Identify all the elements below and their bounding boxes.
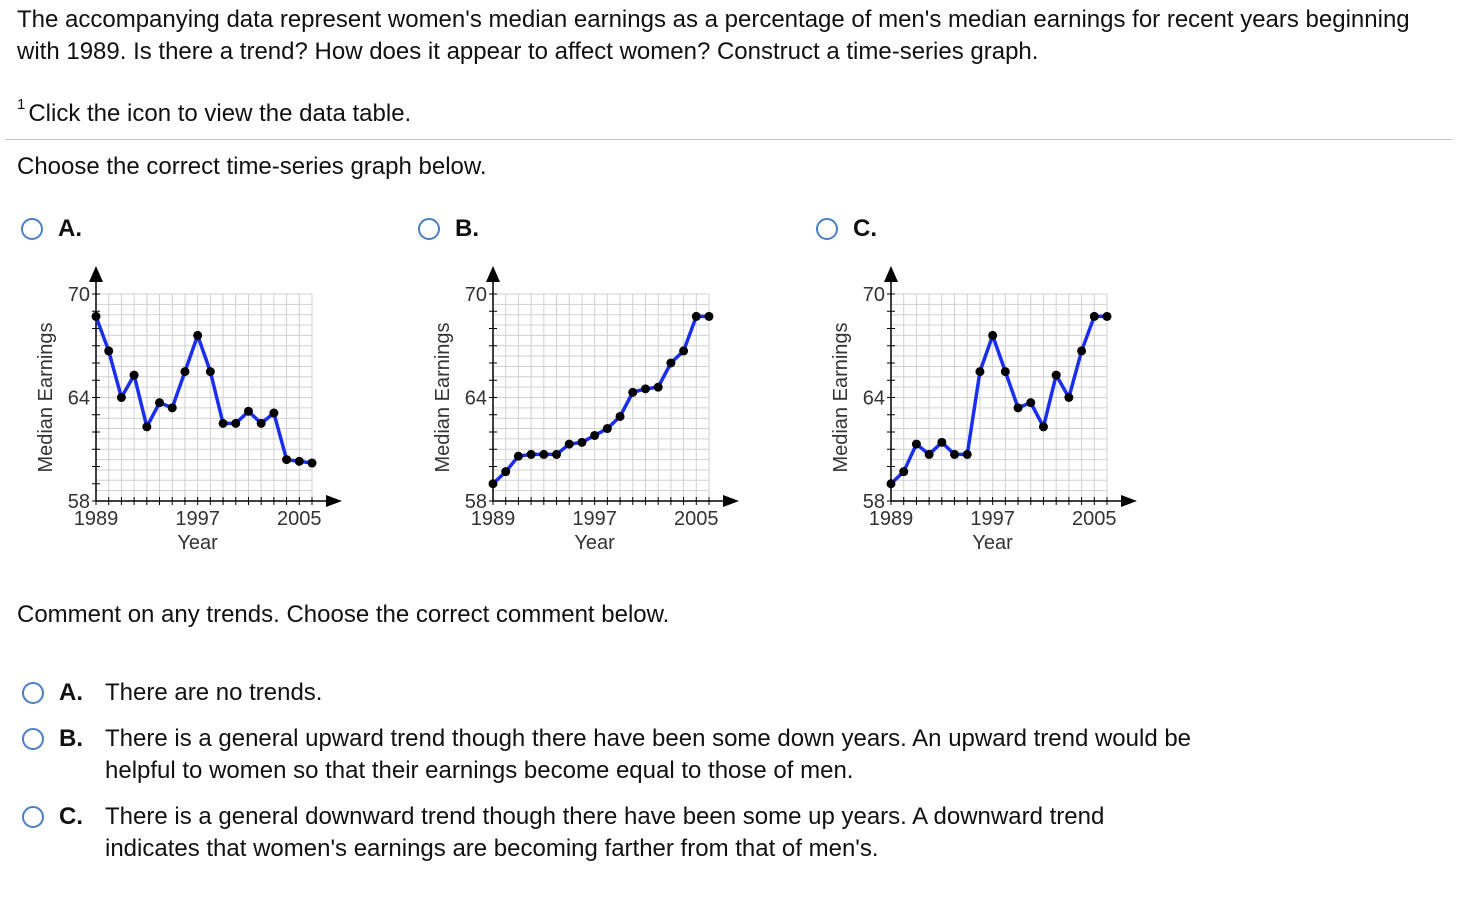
y-tick-label: 64 — [67, 387, 90, 410]
x-axis-label: Year — [574, 532, 615, 554]
time-series-chart-b — [416, 214, 776, 554]
data-point — [269, 409, 278, 418]
option-letter: C. — [853, 215, 877, 242]
footnote-link[interactable]: Click the icon to view the data table. — [28, 100, 412, 127]
option-text: There is a general upward trend though there have been some down years. An upward trend would be helpful to women so that their earnings become equal to those of men. — [105, 725, 1192, 784]
data-point — [577, 438, 586, 447]
y-tick-label: 70 — [67, 284, 90, 306]
data-point — [1026, 398, 1035, 407]
data-point — [666, 359, 675, 368]
data-point — [603, 424, 612, 433]
data-point — [963, 450, 972, 459]
data-point — [501, 467, 510, 476]
x-tick-label: 1989 — [470, 508, 516, 530]
option-letter: B. — [59, 725, 83, 752]
x-axis-arrow — [723, 495, 739, 507]
radio-button[interactable] — [22, 806, 44, 828]
graph-option-b[interactable] — [416, 214, 776, 554]
y-axis-label: Median Earnings — [35, 322, 57, 473]
x-tick-label: 1997 — [970, 508, 1015, 530]
time-series-chart-c — [814, 214, 1174, 554]
y-tick-label: 64 — [862, 387, 885, 410]
y-axis-label: Median Earnings — [830, 322, 852, 473]
data-point — [155, 398, 164, 407]
data-point — [180, 367, 189, 376]
x-axis-arrow — [326, 495, 342, 507]
x-tick-label: 2005 — [277, 508, 322, 530]
footnote-marker: 1 — [17, 96, 26, 113]
data-point — [257, 419, 266, 428]
data-point — [308, 459, 317, 468]
graph-option-c[interactable] — [814, 214, 1174, 554]
data-point — [937, 438, 946, 447]
data-point — [552, 450, 561, 459]
time-series-chart-a — [19, 214, 379, 554]
data-point — [887, 479, 896, 488]
data-point — [899, 467, 908, 476]
data-point — [1052, 371, 1061, 380]
data-point — [705, 312, 714, 321]
footnote — [17, 92, 411, 130]
x-tick-label: 2005 — [674, 508, 719, 530]
question-text: The accompanying data represent women's median earnings as a percentage of men's median earnings for recent years beginning with 1989. Is there a trend? How does it appear to affect women? Construct a time-series graph. — [17, 6, 1410, 65]
data-point — [565, 440, 574, 449]
data-point — [1077, 346, 1086, 355]
comment-prompt: Comment on any trends. Choose the correct comment below. — [17, 601, 670, 628]
y-tick-label: 58 — [862, 491, 885, 513]
data-point — [295, 457, 304, 466]
data-point — [168, 403, 177, 412]
series-line — [891, 316, 1107, 483]
data-point — [489, 479, 498, 488]
data-point — [1039, 422, 1048, 431]
data-point — [244, 407, 253, 416]
data-point — [975, 367, 984, 376]
y-tick-label: 58 — [67, 491, 90, 513]
y-tick-label: 64 — [464, 387, 487, 410]
radio-button[interactable] — [22, 728, 44, 750]
data-point — [1014, 403, 1023, 412]
data-point — [193, 331, 202, 340]
y-axis-arrow — [89, 266, 103, 282]
x-tick-label: 2005 — [1072, 508, 1117, 530]
data-point — [206, 367, 215, 376]
data-point — [231, 419, 240, 428]
series-line — [96, 316, 312, 463]
radio-button[interactable] — [22, 682, 44, 704]
data-point — [1090, 312, 1099, 321]
divider — [5, 139, 1453, 140]
x-tick-label: 1997 — [572, 508, 617, 530]
data-point — [1103, 312, 1112, 321]
option-letter: A. — [58, 215, 82, 242]
data-point — [641, 384, 650, 393]
data-point — [1001, 367, 1010, 376]
data-point — [92, 312, 101, 321]
x-axis-label: Year — [177, 532, 218, 554]
y-axis-label: Median Earnings — [432, 322, 454, 473]
option-text: There are no trends. — [105, 679, 323, 706]
graph-prompt: Choose the correct time-series graph below. — [17, 153, 487, 180]
x-axis-label: Year — [972, 532, 1013, 554]
x-tick-label: 1997 — [175, 508, 220, 530]
x-tick-label: 1989 — [868, 508, 914, 530]
y-axis-arrow — [486, 266, 500, 282]
data-point — [925, 450, 934, 459]
data-point — [142, 422, 151, 431]
data-point — [104, 346, 113, 355]
data-point — [117, 393, 126, 402]
graph-option-a[interactable] — [19, 214, 379, 554]
y-tick-label: 58 — [464, 491, 487, 513]
data-point — [1064, 393, 1073, 402]
data-point — [950, 450, 959, 459]
option-letter: B. — [455, 215, 479, 242]
data-point — [628, 388, 637, 397]
data-point — [539, 450, 548, 459]
data-point — [692, 312, 701, 321]
x-axis-arrow — [1121, 495, 1137, 507]
data-point — [654, 383, 663, 392]
x-tick-label: 1989 — [73, 508, 119, 530]
data-point — [219, 419, 228, 428]
option-letter: C. — [59, 803, 83, 830]
y-tick-label: 70 — [464, 284, 487, 306]
data-point — [514, 452, 523, 461]
option-letter: A. — [59, 679, 83, 706]
data-point — [527, 450, 536, 459]
data-point — [988, 331, 997, 340]
data-point — [590, 431, 599, 440]
data-point — [912, 440, 921, 449]
y-tick-label: 70 — [862, 284, 885, 306]
series-line — [493, 316, 709, 483]
data-point — [282, 455, 291, 464]
option-text: There is a general downward trend though there have been some up years. A downward trend indicates that women's earnings are becoming farther from that of men's. — [105, 803, 1105, 862]
data-point — [616, 412, 625, 421]
data-point — [679, 346, 688, 355]
y-axis-arrow — [884, 266, 898, 282]
data-point — [130, 371, 139, 380]
